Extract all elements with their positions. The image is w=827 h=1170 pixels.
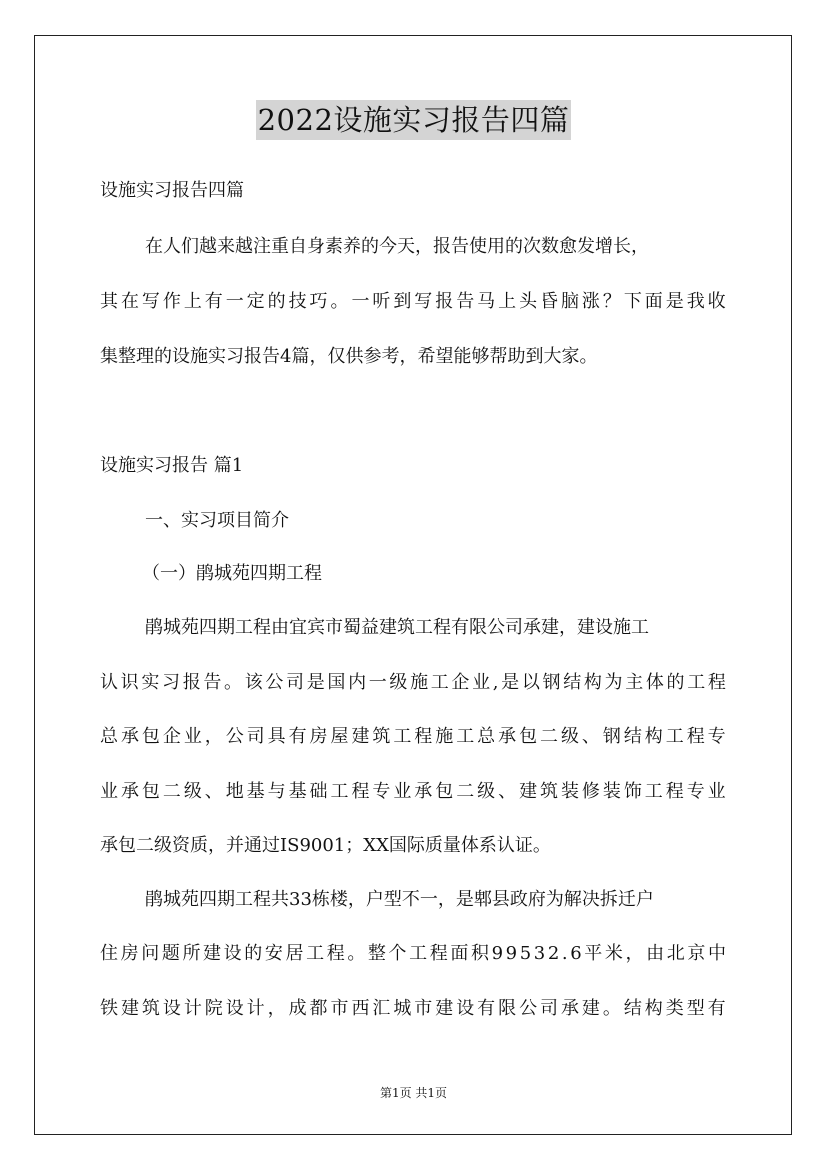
- text-line: 业 承 包 二 级 、 地 基 与 基 础 工 程 专 业 承 包 二 级 、 建 筑 装 修 装 饰 工 程 专 业: [100, 781, 726, 802]
- text-line: 鹃城苑四期工程由宜宾市蜀益建筑工程有限公司承建，建设施工: [145, 617, 649, 638]
- text-line: 住 房 问 题 所 建 设 的 安 居 工 程 。 整 个 工 程 面 积 9 9 5 3 2 . 6 平 米 ， 由 北 京 中: [100, 943, 726, 964]
- text-line: 鹃城苑四期工程共33栋楼，户型不一，是郫县政府为解决拆迁户: [145, 889, 654, 910]
- section-heading: 设施实习报告 篇1: [100, 455, 244, 476]
- page-number-footer: 第1页 共1页: [379, 1086, 448, 1100]
- text-line: 承包二级资质，并通过IS9001；XX国际质量体系认证。: [100, 835, 551, 856]
- text-line: 总 承 包 企 业 ， 公 司 具 有 房 屋 建 筑 工 程 施 工 总 承 包 二 级 、 钢 结 构 工 程 专: [100, 726, 726, 747]
- document-title: 2022设施实习报告四篇: [256, 100, 572, 140]
- section-subheading: 一、实习项目简介: [145, 510, 289, 531]
- text-line: 在人们越来越注重自身素养的今天，报告使用的次数愈发增长，: [145, 236, 649, 257]
- text-line: 其 在 写 作 上 有 一 定 的 技 巧 。 一 听 到 写 报 告 马 上 头 昏 脑 涨 ？ 下 面 是 我 收: [100, 291, 726, 312]
- text-line: 认 识 实 习 报 告 。 该 公 司 是 国 内 一 级 施 工 企 业 , 是 以 钢 结 构 为 主 体 的 工 程: [100, 672, 726, 693]
- document-title-block: [0, 100, 827, 140]
- text-line: 集整理的设施实习报告4篇，仅供参考，希望能够帮助到大家。: [100, 346, 598, 367]
- subtitle: 设施实习报告四篇: [100, 180, 244, 201]
- text-line: 铁 建 筑 设 计 院 设 计 ， 成 都 市 西 汇 城 市 建 设 有 限 公 司 承 建 。 结 构 类 型 有: [100, 998, 726, 1019]
- section-subheading: （一）鹃城苑四期工程: [142, 563, 322, 584]
